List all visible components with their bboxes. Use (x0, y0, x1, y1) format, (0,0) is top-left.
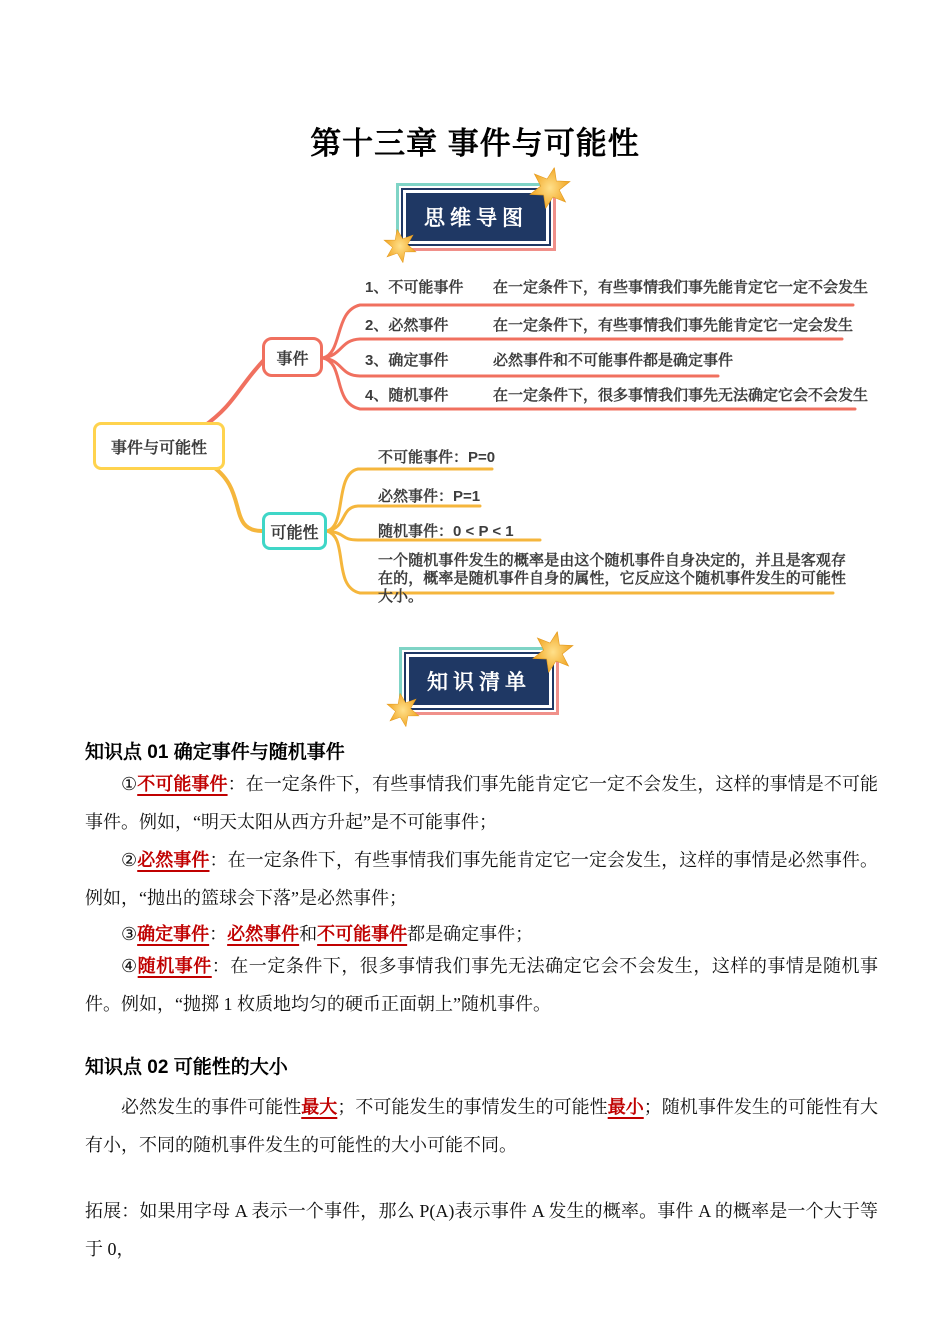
term-impossible-event: 不可能事件 (317, 924, 408, 944)
page-title: 第十三章 事件与可能性 (310, 126, 640, 161)
term-max: 最大 (301, 1097, 338, 1117)
paragraph-text: 和 (299, 924, 318, 944)
paragraph-text: ：在一定条件下，有些事情我们事先能肯定它一定不会发生，这样的事情是不可能事件。例如，“明天太阳从西方升起”是不可能事件； (85, 774, 879, 832)
event-item-desc: 在一定条件下，有些事情我们事先能肯定它一定不会发生 (493, 279, 869, 296)
kp01-paragraph-2 (85, 841, 878, 917)
event-item-desc: 必然事件和不可能事件都是确定事件 (493, 352, 734, 369)
paragraph-text: ：在一定条件下，很多事情我们事先无法确定它会不会发生，这样的事情是随机事件。例如，“抛掷 1 枚质地均匀的硬币正面朝上”随机事件。 (85, 956, 879, 1014)
mindmap-node-event: 事件 (262, 337, 323, 377)
star-icon (528, 627, 578, 677)
term-random-event: 随机事件 (137, 956, 212, 976)
star-icon (525, 163, 575, 213)
kp02-heading: 知识点 02 可能性的大小 (85, 1057, 288, 1078)
mindmap-root-node: 事件与可能性 (93, 422, 225, 470)
term-determined-event: 确定事件 (137, 924, 210, 944)
possibility-item: 随机事件：0 < P < 1 (378, 523, 514, 540)
item-number: ① (121, 774, 138, 794)
event-item-term: 1、不可能事件 (365, 279, 464, 296)
knowledge-section-badge (402, 650, 556, 712)
paragraph-text: 必然发生的事件可能性 (121, 1097, 302, 1117)
mindmap-section-badge (399, 186, 553, 248)
term-certain-event: 必然事件 (227, 924, 300, 944)
possibility-item: 不可能事件：P=0 (378, 449, 496, 466)
mindmap-node-possibility: 可能性 (262, 512, 327, 550)
item-number: ④ (121, 956, 138, 976)
knowledge-badge-label: 知识清单 (409, 657, 549, 705)
item-number: ② (121, 850, 138, 870)
extension-paragraph: 拓展：如果用字母 A 表示一个事件，那么 P(A)表示事件 A 发生的概率。事件 A 的概率是一个大于等于 0， (85, 1201, 878, 1259)
event-item-term: 2、必然事件 (365, 317, 449, 334)
event-item-desc: 在一定条件下，很多事情我们事先无法确定它会不会发生 (493, 387, 869, 404)
paragraph-text: 都是确定事件； (407, 924, 534, 944)
star-icon (383, 690, 422, 729)
mindmap-event-item (365, 384, 868, 405)
paragraph-text: ；不可能发生的事情发生的可能性 (337, 1097, 608, 1117)
kp02-paragraph (85, 1088, 878, 1164)
mindmap-badge-label: 思维导图 (406, 193, 546, 241)
kp01-heading: 知识点 01 确定事件与随机事件 (85, 742, 345, 763)
term-min: 最小 (607, 1097, 644, 1117)
term-impossible-event: 不可能事件 (137, 774, 228, 794)
item-number: ③ (121, 924, 138, 944)
event-item-term: 4、随机事件 (365, 387, 449, 404)
possibility-item: 必然事件：P=1 (378, 488, 481, 505)
term-certain-event: 必然事件 (137, 850, 210, 870)
event-item-term: 3、确定事件 (365, 352, 449, 369)
paragraph-text: ：在一定条件下，有些事情我们事先能肯定它一定会发生，这样的事情是必然事件。例如，“抛出的篮球会下落”是必然事件； (85, 850, 879, 908)
kp01-paragraph-4 (85, 947, 878, 1023)
event-item-desc: 在一定条件下，有些事情我们事先能肯定它一定会发生 (493, 317, 854, 334)
mindmap-event-item (365, 314, 853, 335)
mindmap-event-item (365, 276, 868, 297)
paragraph-text: ；随机事件发生的可能性有大有小，不同的随机事件发生的可能性的大小可能不同。 (85, 1097, 879, 1155)
possibility-note: 一个随机事件发生的概率是由这个随机事件自身决定的，并且是客观存在的，概率是随机事件自身的属性，它反应这个随机事件发生的可能性大小。 (378, 552, 846, 605)
mindmap-event-item (365, 349, 733, 370)
paragraph-text: ： (209, 924, 228, 944)
kp01-paragraph-1 (85, 765, 878, 841)
star-icon (380, 226, 419, 265)
